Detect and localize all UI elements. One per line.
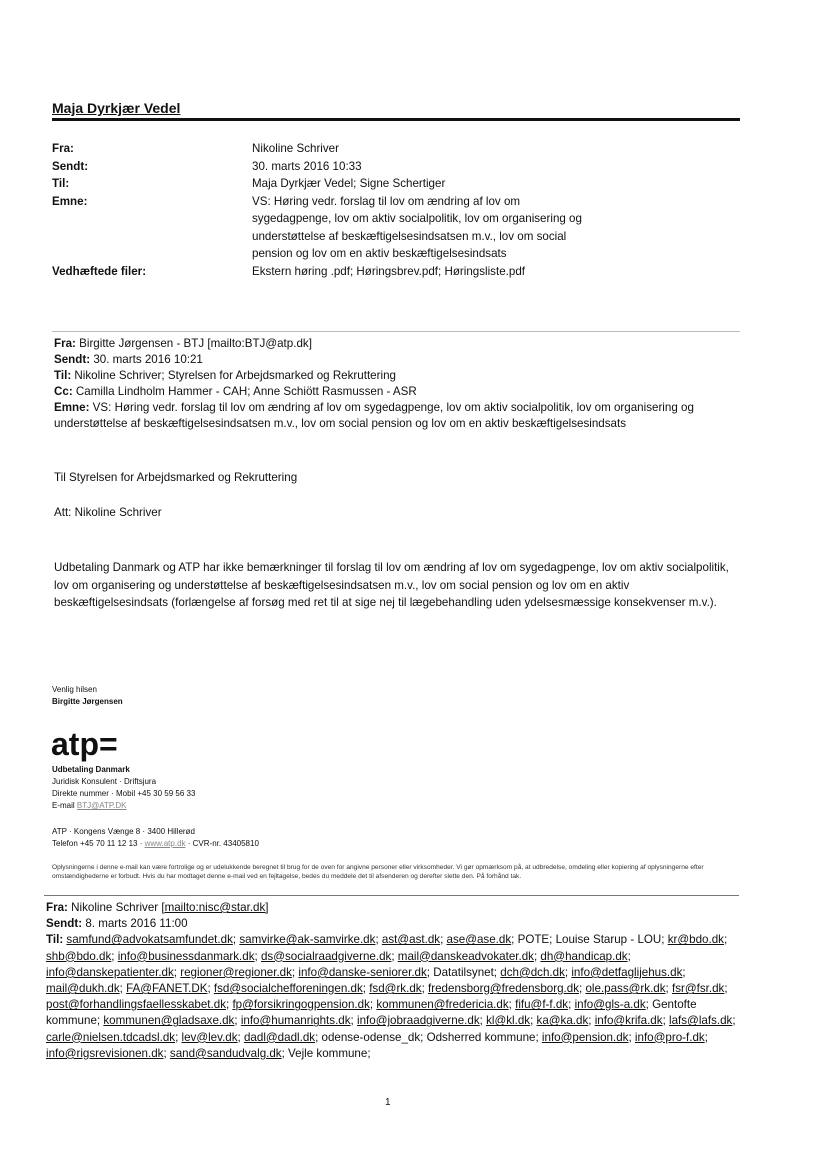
recipient-email-link[interactable]: info@rigsrevisionen.dk: [46, 1046, 164, 1060]
separator-rule-2: [44, 895, 739, 896]
recipient-separator: ;: [732, 1014, 736, 1028]
header-row-attachments: [52, 263, 752, 281]
forward2-sent: Sendt: 8. marts 2016 11:00: [46, 917, 188, 931]
recipient-separator: ;: [254, 949, 261, 963]
recipient-separator: ;: [564, 965, 572, 979]
header-row-sent: [52, 158, 752, 176]
recipient-separator: ;: [568, 998, 575, 1012]
forward-from: Fra: Birgitte Jørgensen - BTJ [mailto:BTJ@atp.dk]: [54, 337, 312, 350]
recipient-separator: ;: [662, 1014, 670, 1028]
recipient-separator: ;: [440, 933, 447, 947]
signature-address: ATP · Kongens Vænge 8 · 3400 Hillerød: [52, 827, 195, 836]
atp-logo: atp=: [51, 726, 118, 762]
header-rule: [52, 118, 740, 121]
recipient-separator: ;: [111, 949, 118, 963]
phone2-text: Telefon +45 70 11 12 13 ·: [52, 839, 143, 848]
recipient-email-link[interactable]: kl@kl.dk: [486, 1014, 531, 1028]
forward-to: Til: Nikoline Schriver; Styrelsen for Arbejdsmarked og Rekruttering: [54, 369, 396, 382]
header-row-subject: [52, 193, 752, 263]
recipient-separator: ;: [533, 949, 541, 963]
separator-rule: [52, 331, 740, 332]
recipient-email-link[interactable]: dadl@dadl.dk: [243, 1030, 316, 1044]
recipient-email-link[interactable]: shb@bdo.dk: [46, 949, 112, 963]
recipient-email-link[interactable]: kommunen@gladsaxe.dk: [103, 1014, 235, 1028]
disclaimer-text: Oplysningerne i denne e-mail kan være fortrolige og er udelukkende beregnet til brug for de oven for angivne personer eller virksomheder. Vi gør opmærksom på, at udbredelse, omdeling eller kopiering af oplysningerne efter omstændighederne er forbudt. Hvis du har modtaget denne e-mail ved en fejltagelse, bedes du meddele det til afsenderen og derefter slette den. På forhånd tak.: [52, 864, 704, 880]
recipient-email-link[interactable]: info@pension.dk: [541, 1030, 629, 1044]
recipient-separator: ;: [173, 965, 181, 979]
mailto-link[interactable]: [mailto:nisc@star.dk]: [161, 901, 269, 914]
recipient-email-link[interactable]: lafs@lafs.dk: [669, 1014, 733, 1028]
recipient-separator: ;: [421, 982, 429, 996]
recipient-separator: ;: [350, 1014, 357, 1028]
attachments-value: Ekstern høring .pdf; Høringsbrev.pdf; Høringsliste.pdf: [252, 264, 525, 278]
recipient-email-link[interactable]: fp@forsikringogpension.dk: [232, 998, 370, 1012]
recipient-separator: ;: [665, 982, 672, 996]
signature-name: Birgitte Jørgensen: [52, 697, 123, 706]
header-label: Sendt:: [52, 159, 89, 173]
recipient-separator: ;: [237, 1030, 244, 1044]
recipient-separator: ;: [369, 998, 377, 1012]
cvr-text: · CVR-nr. 43405810: [187, 839, 259, 848]
recipient-email-link[interactable]: lev@lev.dk: [181, 1030, 238, 1044]
email-label: E-mail: [52, 801, 75, 810]
forwarded-header-2: [46, 900, 746, 1062]
recipient-email-link[interactable]: regioner@regioner.dk: [180, 965, 292, 979]
signature-phone: Direkte nummer · Mobil +45 30 59 56 33: [52, 789, 196, 798]
recipient-email-link[interactable]: samfund@advokatsamfundet.dk: [66, 933, 233, 947]
recipient-email-link[interactable]: carle@nielsen.tdcadsl.dk: [46, 1030, 176, 1044]
recipient-email-link[interactable]: ase@ase.dk: [446, 933, 512, 947]
header-label: Emne:: [52, 194, 88, 208]
header-label: Til:: [52, 177, 70, 190]
recipient-separator: ;: [207, 982, 214, 996]
recipient-separator: ;: [362, 982, 370, 996]
recipient-email-link[interactable]: fsd@socialchefforeningen.dk: [213, 982, 363, 996]
recipient-email-link[interactable]: info@humanrights.dk: [240, 1014, 351, 1028]
recipient-email-link[interactable]: ole.pass@rk.dk: [585, 982, 666, 996]
recipient-email-link[interactable]: FA@FANET.DK: [126, 982, 208, 996]
recipient-email-link[interactable]: info@detfaglijehus.dk: [571, 965, 683, 979]
recipient-email-link[interactable]: kr@bdo.dk: [667, 933, 724, 947]
forward-cc: Cc: Camilla Lindholm Hammer - CAH; Anne Schiött Rasmussen - ASR: [54, 385, 417, 398]
recipient-separator: ;: [226, 998, 233, 1012]
recipient-separator: ;: [508, 998, 516, 1012]
recipient-separator: ;: [724, 982, 728, 996]
recipient-separator: ;: [163, 1046, 170, 1060]
recipient-email-link[interactable]: fifu@f-f.dk: [515, 998, 569, 1012]
recipient-email-link[interactable]: sand@sandudvalg.dk: [169, 1046, 282, 1060]
header-name: Maja Dyrkjær Vedel: [52, 100, 181, 116]
recipient-separator: ;: [704, 1030, 708, 1044]
recipient-email-link[interactable]: dch@dch.dk: [500, 965, 565, 979]
recipient-separator: ;: [479, 1014, 487, 1028]
signature-email-line: [52, 800, 127, 811]
recipient-email-link[interactable]: mail@dukh.dk: [46, 982, 120, 996]
recipient-separator: ;: [375, 933, 382, 947]
email-header-block: [52, 140, 752, 280]
recipient-email-link[interactable]: fredensborg@fredensborg.dk: [428, 982, 580, 996]
header-value: Maja Dyrkjær Vedel; Signe Schertiger: [252, 177, 446, 190]
addressee-line: Til Styrelsen for Arbejdsmarked og Rekruttering: [54, 471, 298, 484]
recipient-separator: ;: [627, 949, 631, 963]
header-label: Vedhæftede filer:: [52, 264, 147, 278]
forward2-to: Til: samfund@advokatsamfundet.dk; samvirke@ak-samvirke.dk; ast@ast.dk; ase@ase.dk; POTE; Louise Starup - LOU; kr@bdo.dk; shb@bdo.dk; info@businessdanmark.dk; ds@socialraadgiverne.dk; mail@danskeadvokater.dk; dh@handicap.dk; info@danskepatienter.dk; regioner@regioner.dk; info@danske-seniorer.dk; Datatilsynet; dch@dch.dk; info@detfaglijehus.dk; mail@dukh.dk; FA@FANET.DK; fsd@socialchefforeningen.dk; fsd@rk.dk; fredensborg@fredensborg.dk; ole.pass@rk.dk; fsr@fsr.dk; post@forhandlingsfaellesskabet.dk; fp@forsikringogpension.dk; kommunen@fredericia.dk; fifu@f-f.dk; info@gls-a.dk; Gentofte kommune; kommunen@gladsaxe.dk; info@humanrights.dk; info@jobraadgiverne.dk; kl@kl.dk; ka@ka.dk; info@krifa.dk; lafs@lafs.dk; carle@nielsen.tdcadsl.dk; lev@lev.dk; dadl@dadl.dk; odense-odense_dk; Odsherred kommune; info@pension.dk; info@pro-f.dk; info@rigsrevisionen.dk; sand@sandudvalg.dk; Vejle kommune;: [46, 933, 736, 1060]
recipient-email-link[interactable]: info@danskepatienter.dk: [46, 965, 174, 979]
recipient-separator: ;: [175, 1030, 182, 1044]
recipient-separator: ;: [391, 949, 398, 963]
header-value: Nikoline Schriver: [252, 142, 339, 155]
recipient-email-link[interactable]: dh@handicap.dk: [540, 949, 628, 963]
recipient-email-link[interactable]: fsr@fsr.dk: [672, 982, 725, 996]
recipient-separator: ; POTE; Louise Starup - LOU;: [511, 933, 668, 947]
recipient-separator: ;: [530, 1014, 537, 1028]
recipient-email-link[interactable]: post@forhandlingsfaellesskabet.dk: [46, 998, 226, 1012]
recipient-email-link[interactable]: mail@danskeadvokater.dk: [397, 949, 534, 963]
recipient-separator: ;: [234, 1014, 241, 1028]
recipient-separator: ;: [232, 933, 240, 947]
recipient-separator: ; Gentofte kommune;: [46, 998, 697, 1028]
header-row-to: [52, 175, 752, 193]
page-number: 1: [385, 1097, 391, 1108]
forward-sent: Sendt: 30. marts 2016 10:21: [54, 353, 203, 366]
recipient-separator: ; Vejle kommune;: [281, 1046, 371, 1060]
signature-title: Juridisk Konsulent · Driftsjura: [52, 777, 157, 786]
signature-phone2-line: [52, 838, 259, 849]
recipient-separator: ;: [628, 1030, 635, 1044]
recipient-separator: ;: [579, 982, 586, 996]
att-line: Att: Nikoline Schriver: [54, 506, 162, 519]
recipient-separator: ;: [682, 965, 686, 979]
header-value: VS: Høring vedr. forslag til lov om ændring af lov om sygedagpenge, lov om aktiv socialpolitik, lov om organisering og understøttelse af beskæftigelsesindsatsen m.v., lov om social pension og lov om en aktiv beskæftigelsesindsats: [252, 194, 582, 260]
recipient-list: [46, 933, 736, 1059]
recipient-separator: ; Datatilsynet;: [426, 965, 501, 979]
signature-greeting: Venlig hilsen: [52, 685, 97, 694]
recipient-separator: ;: [723, 933, 728, 947]
recipient-email-link[interactable]: ds@socialraadgiverne.dk: [260, 949, 392, 963]
recipient-separator: ;: [119, 982, 127, 996]
web-link[interactable]: www.atp.dk: [144, 839, 186, 848]
recipient-email-link[interactable]: ka@ka.dk: [536, 1014, 589, 1028]
recipient-email-link[interactable]: info@krifa.dk: [594, 1014, 663, 1028]
recipient-separator: ;: [588, 1014, 595, 1028]
forward-subject: Emne: VS: Høring vedr. forslag til lov om ændring af lov om sygedagpenge, lov om aktiv socialpolitik, lov om organisering og understøttelse af beskæftigelsesindsatsen m.v., lov om social pension og lov om en aktiv beskæftigelsesindsats: [54, 401, 694, 430]
recipient-email-link[interactable]: kommunen@fredericia.dk: [376, 998, 509, 1012]
recipient-email-link[interactable]: info@jobraadgiverne.dk: [357, 1014, 480, 1028]
recipient-email-link[interactable]: ast@ast.dk: [381, 933, 441, 947]
header-row-from: [52, 140, 752, 158]
recipient-email-link[interactable]: fsd@rk.dk: [369, 982, 422, 996]
header-value: 30. marts 2016 10:33: [252, 159, 362, 173]
recipient-email-link[interactable]: info@businessdanmark.dk: [117, 949, 255, 963]
signature-org: Udbetaling Danmark: [52, 765, 130, 774]
recipient-email-link[interactable]: samvirke@ak-samvirke.dk: [239, 933, 376, 947]
recipient-email-link[interactable]: info@gls-a.dk: [574, 998, 646, 1012]
main-paragraph: Udbetaling Danmark og ATP har ikke bemærkninger til forslag til lov om ændring af lov om sygedagpenge, lov om aktiv socialpolitik, lov om organisering og understøttelse af beskæftigelsesindsatsen m.v., lov om social pension og lov om en aktiv beskæftigelsesindsats (forlængelse af forsøg med ret til at sige nej til lægebehandling uden ydelsesmæssige konsekvenser m.v.).: [54, 561, 729, 610]
header-label: Fra:: [52, 142, 74, 155]
recipient-separator: ; odense-odense_dk; Odsherred kommune;: [315, 1030, 542, 1044]
recipient-email-link[interactable]: info@pro-f.dk: [634, 1030, 705, 1044]
recipient-email-link[interactable]: info@danske-seniorer.dk: [298, 965, 427, 979]
forwarded-header-1: [54, 336, 744, 432]
recipient-separator: ;: [291, 965, 299, 979]
forward2-from: Fra: Nikoline Schriver [mailto:nisc@star.dk]: [46, 901, 269, 914]
email-link[interactable]: BTJ@ATP.DK: [76, 801, 127, 810]
